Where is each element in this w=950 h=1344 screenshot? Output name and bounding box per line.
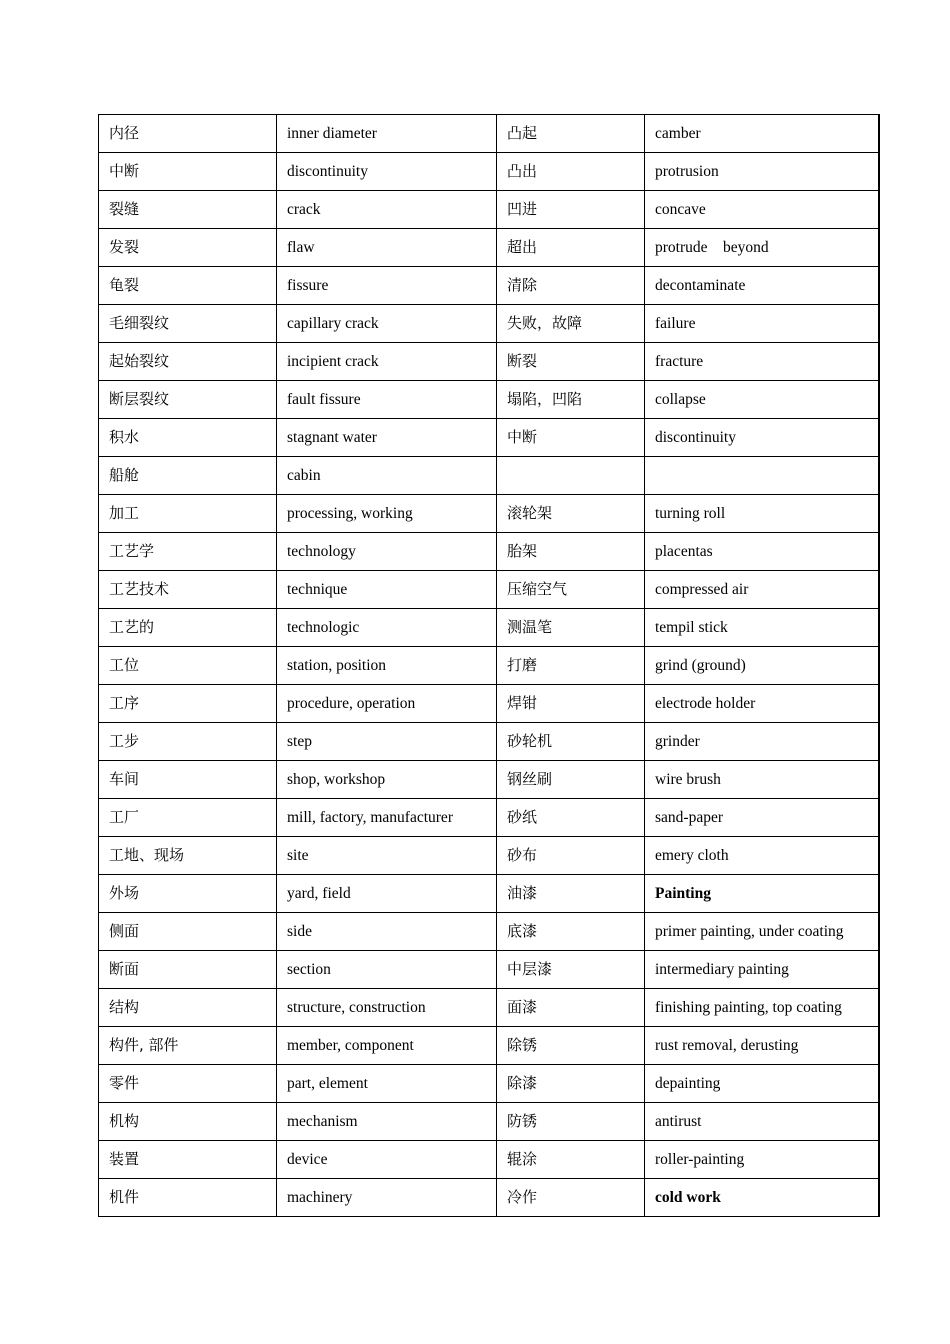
term-zh-right: 除漆	[497, 1065, 645, 1103]
term-zh-right: 超出	[497, 229, 645, 267]
term-zh-right: 压缩空气	[497, 571, 645, 609]
term-zh-right: 中层漆	[497, 951, 645, 989]
term-en-left: shop, workshop	[277, 761, 497, 799]
term-zh-left: 工步	[99, 723, 277, 761]
table-row	[99, 305, 879, 343]
term-en-right: protrude beyond	[645, 229, 879, 267]
term-en-right: sand-paper	[645, 799, 879, 837]
term-en-left: mechanism	[277, 1103, 497, 1141]
term-en-right: primer painting, under coating	[645, 913, 879, 951]
term-en-left: step	[277, 723, 497, 761]
term-en-right: protrusion	[645, 153, 879, 191]
term-zh-left: 工艺学	[99, 533, 277, 571]
term-zh-left: 工序	[99, 685, 277, 723]
term-en-left: stagnant water	[277, 419, 497, 457]
term-en-right: antirust	[645, 1103, 879, 1141]
term-zh-right: 中断	[497, 419, 645, 457]
term-en-right: concave	[645, 191, 879, 229]
term-zh-left: 构件, 部件	[99, 1027, 277, 1065]
table-row	[99, 381, 879, 419]
term-zh-left: 毛细裂纹	[99, 305, 277, 343]
term-en-left: structure, construction	[277, 989, 497, 1027]
term-en-left: side	[277, 913, 497, 951]
term-en-right: turning roll	[645, 495, 879, 533]
table-row	[99, 837, 879, 875]
term-en-left: site	[277, 837, 497, 875]
term-zh-left: 工艺技术	[99, 571, 277, 609]
term-en-left: cabin	[277, 457, 497, 495]
table-row	[99, 419, 879, 457]
term-en-left: yard, field	[277, 875, 497, 913]
table-row	[99, 153, 879, 191]
table-row	[99, 1141, 879, 1179]
term-zh-right: 清除	[497, 267, 645, 305]
table-row	[99, 951, 879, 989]
term-en-right: cold work	[645, 1179, 879, 1217]
term-zh-left: 机件	[99, 1179, 277, 1217]
term-zh-right: 焊钳	[497, 685, 645, 723]
table-row	[99, 191, 879, 229]
term-zh-left: 车间	[99, 761, 277, 799]
term-en-right: emery cloth	[645, 837, 879, 875]
table-row	[99, 533, 879, 571]
table-row	[99, 723, 879, 761]
term-en-right	[645, 457, 879, 495]
term-zh-right: 面漆	[497, 989, 645, 1027]
term-en-left: technology	[277, 533, 497, 571]
term-zh-left: 工位	[99, 647, 277, 685]
term-zh-right: 测温笔	[497, 609, 645, 647]
term-zh-left: 船舱	[99, 457, 277, 495]
term-zh-left: 龟裂	[99, 267, 277, 305]
term-en-left: crack	[277, 191, 497, 229]
term-zh-left: 中断	[99, 153, 277, 191]
term-en-left: inner diameter	[277, 115, 497, 153]
term-zh-left: 断面	[99, 951, 277, 989]
table-row	[99, 913, 879, 951]
term-en-right: tempil stick	[645, 609, 879, 647]
term-zh-left: 工厂	[99, 799, 277, 837]
term-en-right: compressed air	[645, 571, 879, 609]
table-row	[99, 1179, 879, 1217]
term-en-left: mill, factory, manufacturer	[277, 799, 497, 837]
term-en-right: grind (ground)	[645, 647, 879, 685]
table-row	[99, 761, 879, 799]
term-en-right: failure	[645, 305, 879, 343]
term-zh-right: 滚轮架	[497, 495, 645, 533]
term-zh-right: 辊涂	[497, 1141, 645, 1179]
table-row	[99, 495, 879, 533]
term-en-left: member, component	[277, 1027, 497, 1065]
term-en-left: part, element	[277, 1065, 497, 1103]
term-en-left: machinery	[277, 1179, 497, 1217]
table-row	[99, 685, 879, 723]
term-en-right: Painting	[645, 875, 879, 913]
term-en-left: technique	[277, 571, 497, 609]
term-zh-right: 除锈	[497, 1027, 645, 1065]
table-row	[99, 115, 879, 153]
term-zh-left: 发裂	[99, 229, 277, 267]
term-zh-right: 打磨	[497, 647, 645, 685]
term-en-right: placentas	[645, 533, 879, 571]
term-zh-right: 砂纸	[497, 799, 645, 837]
term-zh-right: 胎架	[497, 533, 645, 571]
term-zh-right: 砂布	[497, 837, 645, 875]
term-en-right: wire brush	[645, 761, 879, 799]
term-zh-left: 侧面	[99, 913, 277, 951]
term-zh-right: 油漆	[497, 875, 645, 913]
table-row	[99, 799, 879, 837]
term-en-right: discontinuity	[645, 419, 879, 457]
term-zh-left: 断层裂纹	[99, 381, 277, 419]
term-zh-left: 工地、现场	[99, 837, 277, 875]
glossary-table	[98, 114, 880, 1217]
table-row	[99, 609, 879, 647]
table-row	[99, 457, 879, 495]
table-row	[99, 343, 879, 381]
term-en-left: discontinuity	[277, 153, 497, 191]
term-zh-left: 起始裂纹	[99, 343, 277, 381]
term-zh-left: 内径	[99, 115, 277, 153]
term-en-left: fault fissure	[277, 381, 497, 419]
term-zh-right: 冷作	[497, 1179, 645, 1217]
term-zh-right: 钢丝刷	[497, 761, 645, 799]
term-zh-left: 裂缝	[99, 191, 277, 229]
term-en-right: camber	[645, 115, 879, 153]
term-en-right: rust removal, derusting	[645, 1027, 879, 1065]
term-en-right: decontaminate	[645, 267, 879, 305]
term-zh-left: 零件	[99, 1065, 277, 1103]
term-en-right: depainting	[645, 1065, 879, 1103]
table-row	[99, 647, 879, 685]
term-en-left: fissure	[277, 267, 497, 305]
term-zh-right: 防锈	[497, 1103, 645, 1141]
term-en-right: intermediary painting	[645, 951, 879, 989]
table-row	[99, 1103, 879, 1141]
table-row	[99, 875, 879, 913]
term-en-left: processing, working	[277, 495, 497, 533]
term-en-right: grinder	[645, 723, 879, 761]
term-en-left: section	[277, 951, 497, 989]
term-zh-right: 凹进	[497, 191, 645, 229]
term-zh-right: 砂轮机	[497, 723, 645, 761]
term-zh-right: 塌陷，凹陷	[497, 381, 645, 419]
term-en-right: finishing painting, top coating	[645, 989, 879, 1027]
table-row	[99, 267, 879, 305]
term-zh-right: 凸起	[497, 115, 645, 153]
term-en-left: device	[277, 1141, 497, 1179]
term-en-left: incipient crack	[277, 343, 497, 381]
term-zh-left: 工艺的	[99, 609, 277, 647]
term-zh-left: 积水	[99, 419, 277, 457]
term-zh-left: 机构	[99, 1103, 277, 1141]
term-zh-left: 外场	[99, 875, 277, 913]
table-row	[99, 1027, 879, 1065]
term-zh-left: 加工	[99, 495, 277, 533]
term-zh-left: 装置	[99, 1141, 277, 1179]
term-zh-right: 失败，故障	[497, 305, 645, 343]
term-zh-right: 凸出	[497, 153, 645, 191]
table-row	[99, 989, 879, 1027]
term-en-left: technologic	[277, 609, 497, 647]
term-en-right: roller-painting	[645, 1141, 879, 1179]
term-en-right: collapse	[645, 381, 879, 419]
term-en-left: flaw	[277, 229, 497, 267]
term-zh-right	[497, 457, 645, 495]
term-en-left: procedure, operation	[277, 685, 497, 723]
glossary-body	[99, 115, 879, 1217]
table-row	[99, 571, 879, 609]
table-row	[99, 229, 879, 267]
term-zh-right: 断裂	[497, 343, 645, 381]
term-en-right: electrode holder	[645, 685, 879, 723]
table-row	[99, 1065, 879, 1103]
term-en-left: capillary crack	[277, 305, 497, 343]
term-zh-left: 结构	[99, 989, 277, 1027]
term-en-right: fracture	[645, 343, 879, 381]
term-en-left: station, position	[277, 647, 497, 685]
term-zh-right: 底漆	[497, 913, 645, 951]
